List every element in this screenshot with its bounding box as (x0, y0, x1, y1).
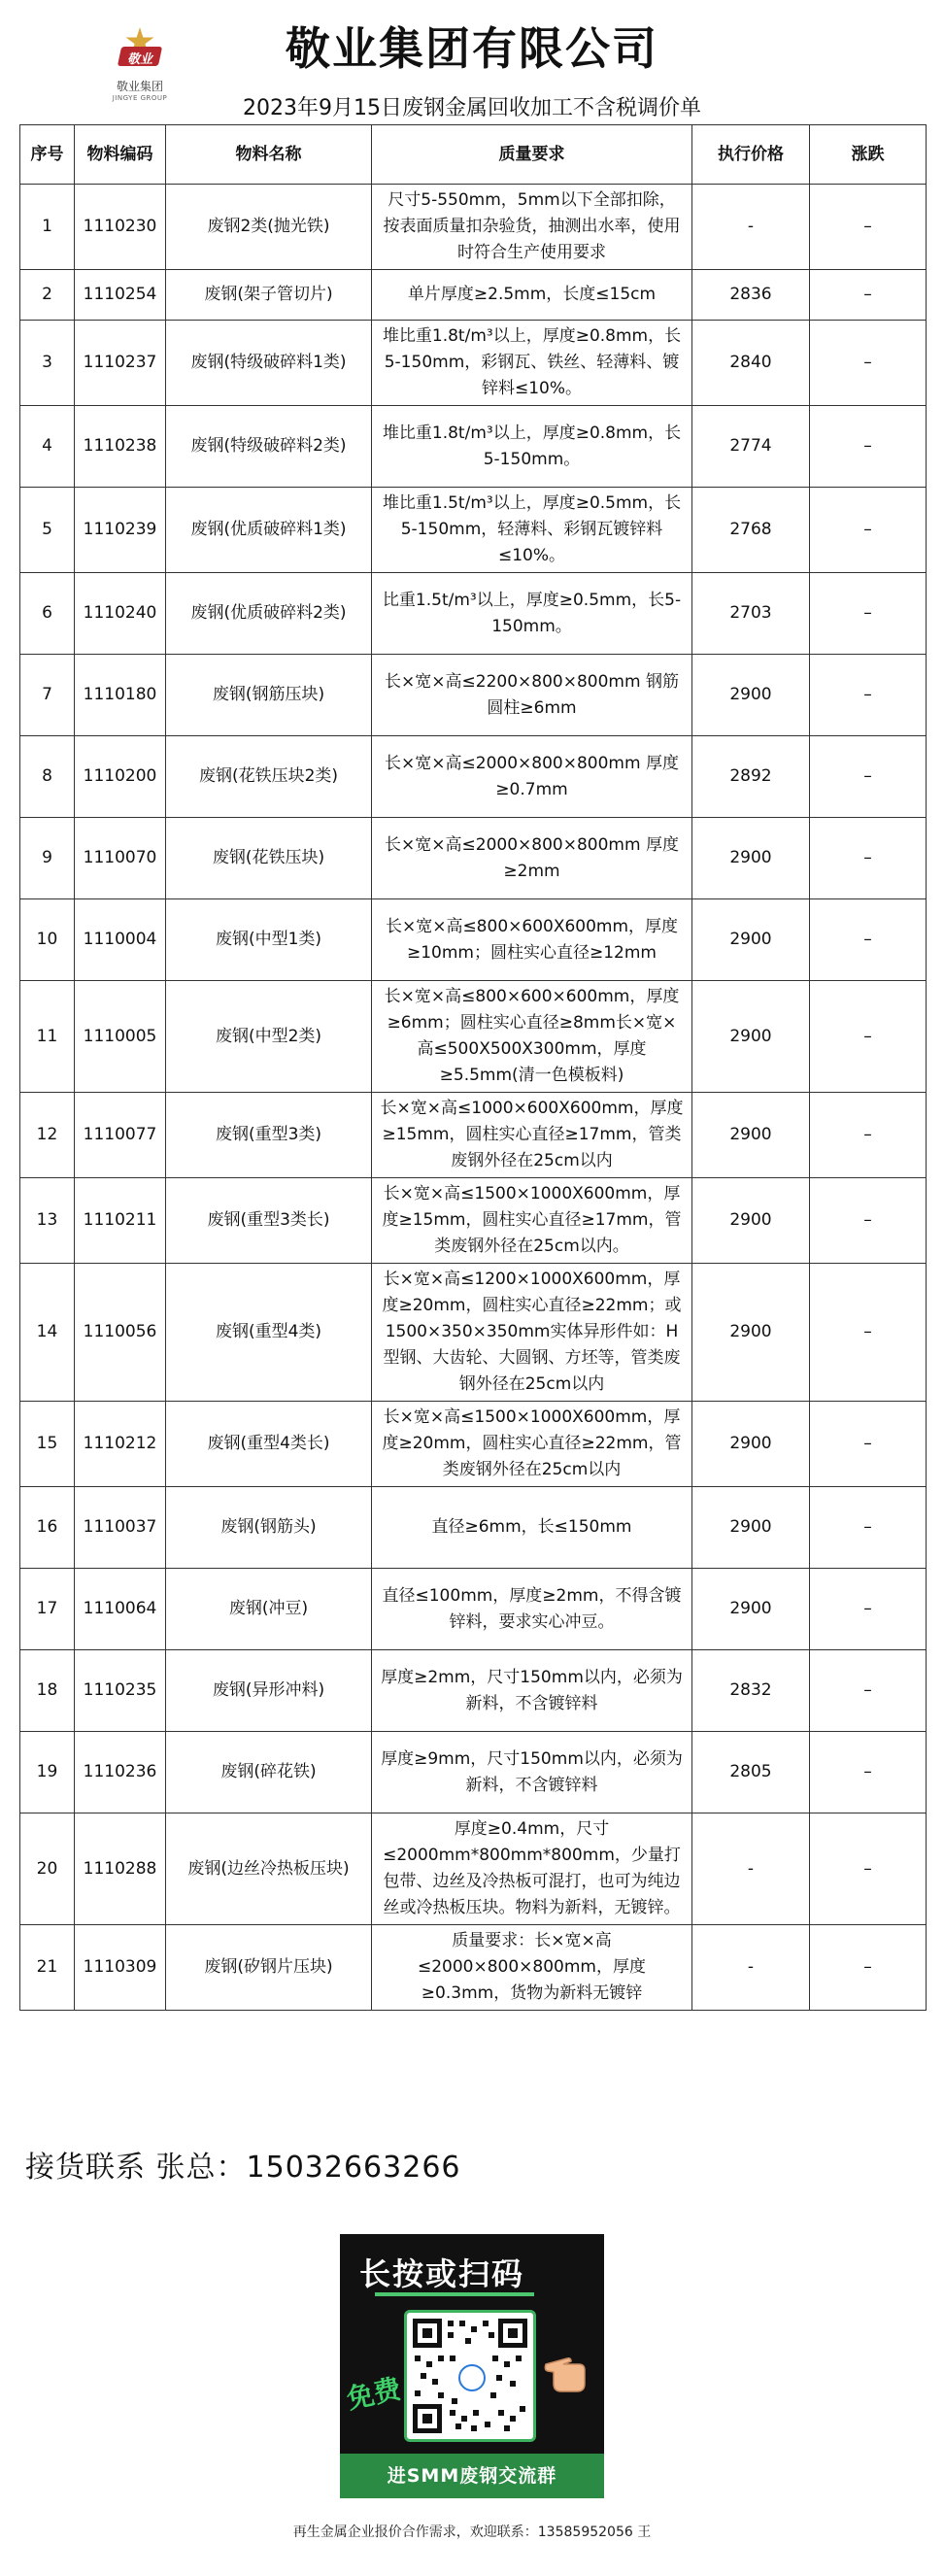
table-row (20, 321, 927, 406)
row-number-cell: 11 (20, 981, 75, 1093)
material-code-cell: 1110005 (75, 981, 166, 1093)
material-code-cell: 1110288 (75, 1813, 166, 1925)
row-number-cell: 7 (20, 655, 75, 736)
execution-price-cell: - (692, 1925, 810, 2011)
price-change-cell: – (810, 1650, 927, 1732)
price-change-cell: – (810, 655, 927, 736)
material-code-cell: 1110237 (75, 321, 166, 406)
material-name-cell: 废钢(重型3类) (166, 1093, 372, 1178)
table-row (20, 1402, 927, 1487)
free-badge: 免费 (344, 2372, 404, 2416)
quality-requirement-cell: 比重1.5t/m³以上，厚度≥0.5mm，长5-150mm。 (372, 573, 692, 655)
quality-requirement-cell: 质量要求：长×宽×高≤2000×800×800mm，厚度≥0.3mm，货物为新料无镀锌 (372, 1925, 692, 2011)
execution-price-cell: 2832 (692, 1650, 810, 1732)
column-header: 物料名称 (166, 125, 372, 185)
row-number-cell: 13 (20, 1178, 75, 1264)
material-name-cell: 废钢(中型1类) (166, 899, 372, 981)
execution-price-cell: 2703 (692, 573, 810, 655)
quality-requirement-cell: 长×宽×高≤1500×1000X600mm，厚度≥15mm，圆柱实心直径≥17mm，管类废钢外径在25cm以内。 (372, 1178, 692, 1264)
material-name-cell: 废钢(矽钢片压块) (166, 1925, 372, 2011)
execution-price-cell: 2805 (692, 1732, 810, 1813)
execution-price-cell: 2900 (692, 981, 810, 1093)
execution-price-cell: 2900 (692, 1402, 810, 1487)
row-number-cell: 21 (20, 1925, 75, 2011)
execution-price-cell: 2892 (692, 736, 810, 818)
execution-price-cell: - (692, 185, 810, 270)
material-code-cell: 1110211 (75, 1178, 166, 1264)
price-list-subtitle: 2023年9月15日废钢金属回收加工不含税调价单 (243, 96, 701, 120)
row-number-cell: 8 (20, 736, 75, 818)
table-row (20, 488, 927, 573)
execution-price-cell: 2840 (692, 321, 810, 406)
qr-promo-card[interactable] (340, 2234, 604, 2498)
logo-en-text: JINGYE GROUP (112, 94, 168, 102)
execution-price-cell: 2900 (692, 1569, 810, 1650)
price-change-cell: – (810, 981, 927, 1093)
execution-price-cell: 2836 (692, 270, 810, 321)
execution-price-cell: - (692, 1813, 810, 1925)
material-name-cell: 废钢(重型4类长) (166, 1402, 372, 1487)
price-change-cell: – (810, 899, 927, 981)
table-row (20, 270, 927, 321)
quality-requirement-cell: 长×宽×高≤800×600×600mm，厚度≥6mm；圆柱实心直径≥8mm长×宽×高≤500X500X300mm，厚度≥5.5mm(清一色模板料) (372, 981, 692, 1093)
execution-price-cell: 2900 (692, 1487, 810, 1569)
material-name-cell: 废钢(边丝冷热板压块) (166, 1813, 372, 1925)
material-name-cell: 废钢(优质破碎料2类) (166, 573, 372, 655)
quality-requirement-cell: 直径≥6mm，长≤150mm (372, 1487, 692, 1569)
material-code-cell: 1110236 (75, 1732, 166, 1813)
qr-title: 长按或扫码 (358, 2255, 524, 2292)
material-code-cell: 1110230 (75, 185, 166, 270)
execution-price-cell: 2900 (692, 1093, 810, 1178)
table-body (20, 185, 927, 2011)
logo-mark-text: 敬业 (126, 52, 152, 67)
price-change-cell: – (810, 1732, 927, 1813)
material-code-cell: 1110238 (75, 406, 166, 488)
footer-note: 再生金属企业报价合作需求，欢迎联系：13585952056 王 (292, 2525, 652, 2540)
column-header: 物料编码 (75, 125, 166, 185)
material-name-cell: 废钢(优质破碎料1类) (166, 488, 372, 573)
table-row (20, 406, 927, 488)
row-number-cell: 18 (20, 1650, 75, 1732)
row-number-cell: 20 (20, 1813, 75, 1925)
row-number-cell: 1 (20, 185, 75, 270)
material-name-cell: 废钢(重型4类) (166, 1264, 372, 1402)
execution-price-cell: 2900 (692, 818, 810, 899)
material-code-cell: 1110037 (75, 1487, 166, 1569)
material-name-cell: 废钢(中型2类) (166, 981, 372, 1093)
table-row (20, 736, 927, 818)
row-number-cell: 2 (20, 270, 75, 321)
quality-requirement-cell: 长×宽×高≤2000×800×800mm 厚度≥0.7mm (372, 736, 692, 818)
material-code-cell: 1110200 (75, 736, 166, 818)
row-number-cell: 17 (20, 1569, 75, 1650)
material-name-cell: 废钢(架子管切片) (166, 270, 372, 321)
row-number-cell: 3 (20, 321, 75, 406)
material-name-cell: 废钢(花铁压块2类) (166, 736, 372, 818)
qr-title-underline (375, 2292, 534, 2296)
table-row (20, 1813, 927, 1925)
material-name-cell: 废钢(异形冲料) (166, 1650, 372, 1732)
material-name-cell: 废钢(钢筋压块) (166, 655, 372, 736)
table-row (20, 1650, 927, 1732)
quality-requirement-cell: 单片厚度≥2.5mm，长度≤15cm (372, 270, 692, 321)
material-code-cell: 1110180 (75, 655, 166, 736)
material-code-cell: 1110077 (75, 1093, 166, 1178)
table-header-row (20, 125, 927, 185)
material-code-cell: 1110004 (75, 899, 166, 981)
pointing-hand-icon (542, 2339, 590, 2397)
quality-requirement-cell: 长×宽×高≤2000×800×800mm 厚度≥2mm (372, 818, 692, 899)
table-row (20, 1732, 927, 1813)
material-code-cell: 1110070 (75, 818, 166, 899)
table-row (20, 1569, 927, 1650)
table-row (20, 981, 927, 1093)
column-header: 质量要求 (372, 125, 692, 185)
quality-requirement-cell: 长×宽×高≤1000×600X600mm，厚度≥15mm，圆柱实心直径≥17mm，管类废钢外径在25cm以内 (372, 1093, 692, 1178)
price-change-cell: – (810, 270, 927, 321)
execution-price-cell: 2900 (692, 899, 810, 981)
material-code-cell: 1110235 (75, 1650, 166, 1732)
price-change-cell: – (810, 1925, 927, 2011)
row-number-cell: 14 (20, 1264, 75, 1402)
header (0, 0, 944, 120)
qr-code-icon[interactable] (404, 2310, 536, 2442)
table-row (20, 573, 927, 655)
material-code-cell: 1110254 (75, 270, 166, 321)
execution-price-cell: 2900 (692, 1264, 810, 1402)
table-row (20, 185, 927, 270)
quality-requirement-cell: 厚度≥9mm，尺寸150mm以内，必须为新料，不含镀锌料 (372, 1732, 692, 1813)
quality-requirement-cell: 直径≤100mm，厚度≥2mm，不得含镀锌料，要求实心冲豆。 (372, 1569, 692, 1650)
table-row (20, 1093, 927, 1178)
column-header: 序号 (20, 125, 75, 185)
price-table (19, 124, 927, 2011)
quality-requirement-cell: 长×宽×高≤1500×1000X600mm，厚度≥20mm，圆柱实心直径≥22mm，管类废钢外径在25cm以内 (372, 1402, 692, 1487)
material-name-cell: 废钢(重型3类长) (166, 1178, 372, 1264)
price-change-cell: – (810, 1569, 927, 1650)
material-code-cell: 1110239 (75, 488, 166, 573)
company-title: 敬业集团有限公司 (286, 22, 658, 75)
material-name-cell: 废钢(碎花铁) (166, 1732, 372, 1813)
quality-requirement-cell: 尺寸5-550mm，5mm以下全部扣除，按表面质量扣杂验货，抽测出水率，使用时符合生产使用要求 (372, 185, 692, 270)
execution-price-cell: 2768 (692, 488, 810, 573)
price-change-cell: – (810, 185, 927, 270)
price-change-cell: – (810, 573, 927, 655)
row-number-cell: 5 (20, 488, 75, 573)
quality-requirement-cell: 堆比重1.8t/m³以上，厚度≥0.8mm，长5-150mm，彩钢瓦、铁丝、轻薄料、镀锌料≤10%。 (372, 321, 692, 406)
row-number-cell: 15 (20, 1402, 75, 1487)
material-name-cell: 废钢(冲豆) (166, 1569, 372, 1650)
quality-requirement-cell: 长×宽×高≤800×600X600mm，厚度≥10mm；圆柱实心直径≥12mm (372, 899, 692, 981)
price-change-cell: – (810, 736, 927, 818)
price-change-cell: – (810, 1264, 927, 1402)
contact-info: 接货联系 张总：15032663266 (25, 2151, 461, 2185)
logo-cn-text: 敬业集团 (116, 80, 163, 93)
material-code-cell: 1110212 (75, 1402, 166, 1487)
quality-requirement-cell: 堆比重1.5t/m³以上，厚度≥0.5mm，长5-150mm，轻薄料、彩钢瓦镀锌料≤10%。 (372, 488, 692, 573)
material-name-cell: 废钢(特级破碎料1类) (166, 321, 372, 406)
material-code-cell: 1110240 (75, 573, 166, 655)
row-number-cell: 10 (20, 899, 75, 981)
material-name-cell: 废钢(花铁压块) (166, 818, 372, 899)
price-change-cell: – (810, 406, 927, 488)
material-name-cell: 废钢(钢筋头) (166, 1487, 372, 1569)
execution-price-cell: 2900 (692, 1178, 810, 1264)
table-row (20, 1487, 927, 1569)
table-row (20, 1264, 927, 1402)
quality-requirement-cell: 堆比重1.8t/m³以上，厚度≥0.8mm，长5-150mm。 (372, 406, 692, 488)
quality-requirement-cell: 厚度≥2mm，尺寸150mm以内，必须为新料，不含镀锌料 (372, 1650, 692, 1732)
price-change-cell: – (810, 488, 927, 573)
join-group-banner: 进SMM废钢交流群 (340, 2454, 604, 2498)
row-number-cell: 16 (20, 1487, 75, 1569)
row-number-cell: 19 (20, 1732, 75, 1813)
column-header: 执行价格 (692, 125, 810, 185)
price-change-cell: – (810, 1487, 927, 1569)
table-row (20, 818, 927, 899)
material-name-cell: 废钢2类(抛光铁) (166, 185, 372, 270)
table-row (20, 899, 927, 981)
material-name-cell: 废钢(特级破碎料2类) (166, 406, 372, 488)
row-number-cell: 6 (20, 573, 75, 655)
quality-requirement-cell: 厚度≥0.4mm，尺寸≤2000mm*800mm*800mm，少量打包带、边丝及冷热板可混打，也可为纯边丝或冷热板压块。物料为新料，无镀锌。 (372, 1813, 692, 1925)
price-change-cell: – (810, 1813, 927, 1925)
table-row (20, 655, 927, 736)
table-row (20, 1178, 927, 1264)
row-number-cell: 9 (20, 818, 75, 899)
column-header: 涨跌 (810, 125, 927, 185)
price-change-cell: – (810, 1093, 927, 1178)
row-number-cell: 4 (20, 406, 75, 488)
price-change-cell: – (810, 1178, 927, 1264)
material-code-cell: 1110309 (75, 1925, 166, 2011)
execution-price-cell: 2900 (692, 655, 810, 736)
row-number-cell: 12 (20, 1093, 75, 1178)
price-change-cell: – (810, 321, 927, 406)
execution-price-cell: 2774 (692, 406, 810, 488)
price-change-cell: – (810, 1402, 927, 1487)
quality-requirement-cell: 长×宽×高≤2200×800×800mm 钢筋圆柱≥6mm (372, 655, 692, 736)
quality-requirement-cell: 长×宽×高≤1200×1000X600mm，厚度≥20mm，圆柱实心直径≥22mm；或1500×350×350mm实体异形件如：H型钢、大齿轮、大圆钢、方坯等，管类废钢外径在25cm以内 (372, 1264, 692, 1402)
qr-center-logo-icon (458, 2364, 486, 2391)
material-code-cell: 1110056 (75, 1264, 166, 1402)
table-row (20, 1925, 927, 2011)
price-change-cell: – (810, 818, 927, 899)
material-code-cell: 1110064 (75, 1569, 166, 1650)
